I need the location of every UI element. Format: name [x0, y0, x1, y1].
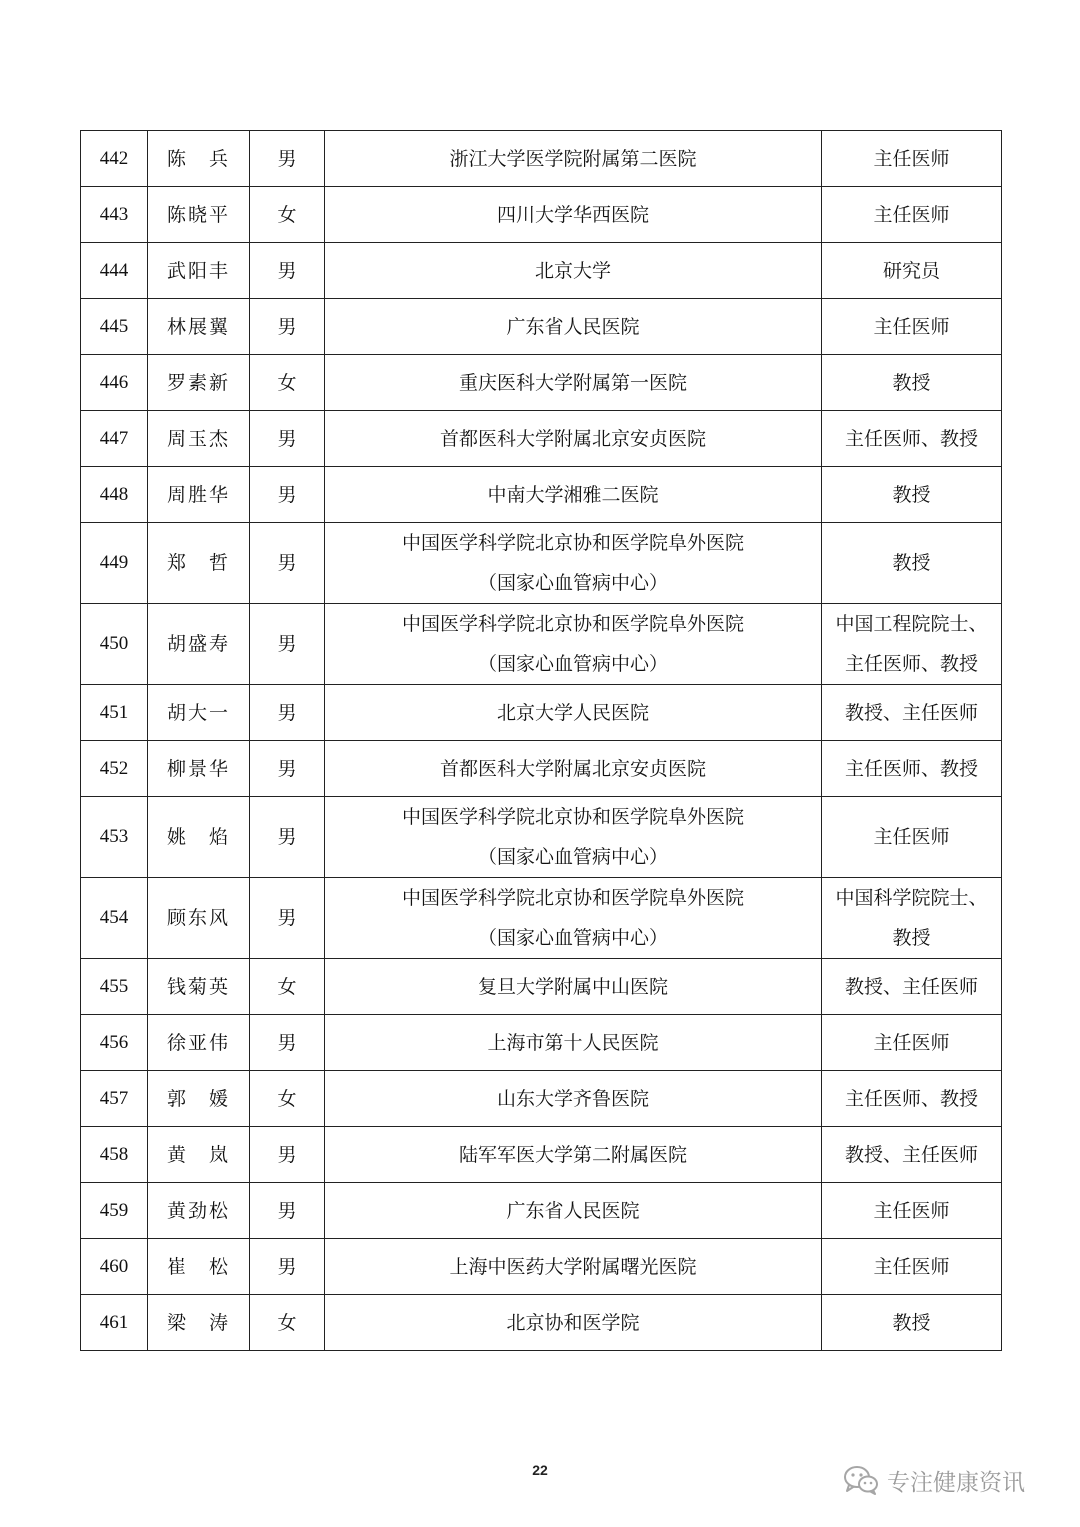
institution-line: 中国医学科学院北京协和医学院阜外医院 [401, 806, 744, 828]
professional-title [822, 878, 1002, 959]
gender: 女 [250, 187, 325, 243]
row-number: 461 [81, 1295, 148, 1351]
institution [325, 1183, 822, 1239]
institution-line: 北京大学 [534, 259, 611, 282]
person-name: 周胜华 [148, 467, 250, 523]
professional-title-line: 主任医师、教授 [844, 653, 978, 675]
institution [325, 959, 822, 1015]
gender: 男 [250, 299, 325, 355]
institution [325, 467, 822, 523]
table-row [81, 1015, 1002, 1071]
professional-title-line: 主任医师 [873, 1199, 950, 1222]
row-number: 457 [81, 1071, 148, 1127]
row-number: 456 [81, 1015, 148, 1071]
table-row [81, 1127, 1002, 1183]
table-row [81, 131, 1002, 187]
professional-title-line: 教授 [892, 1311, 931, 1334]
row-number: 452 [81, 741, 148, 797]
institution [325, 299, 822, 355]
institution-line: （国家心血管病中心） [477, 927, 668, 949]
professional-title [822, 1183, 1002, 1239]
institution-line: 北京协和医学院 [506, 1311, 640, 1334]
gender: 女 [250, 355, 325, 411]
institution [325, 1071, 822, 1127]
person-name: 郑 哲 [148, 523, 250, 604]
institution [325, 604, 822, 685]
table-row [81, 797, 1002, 878]
wechat-icon [843, 1465, 879, 1495]
row-number: 449 [81, 523, 148, 604]
professional-title-line: 教授、主任医师 [844, 975, 978, 998]
professional-title [822, 411, 1002, 467]
person-name: 黄 岚 [148, 1127, 250, 1183]
institution-line: 山东大学齐鲁医院 [496, 1087, 649, 1110]
table-row [81, 878, 1002, 959]
watermark [843, 1463, 1025, 1497]
roster-table [80, 130, 1002, 1351]
institution-line: 四川大学华西医院 [496, 203, 649, 226]
roster-body [81, 131, 1002, 1351]
person-name: 梁 涛 [148, 1295, 250, 1351]
institution-line: 广东省人民医院 [506, 1199, 640, 1222]
table-row [81, 299, 1002, 355]
watermark-text: 专注健康资讯 [887, 1469, 1025, 1496]
institution-line: 首都医科大学附属北京安贞医院 [439, 757, 706, 780]
table-row [81, 741, 1002, 797]
row-number: 446 [81, 355, 148, 411]
gender: 男 [250, 131, 325, 187]
institution [325, 685, 822, 741]
gender: 男 [250, 1183, 325, 1239]
gender: 男 [250, 1015, 325, 1071]
row-number: 447 [81, 411, 148, 467]
row-number: 458 [81, 1127, 148, 1183]
professional-title [822, 187, 1002, 243]
professional-title-line: 教授 [892, 483, 931, 506]
institution [325, 1015, 822, 1071]
gender: 男 [250, 741, 325, 797]
professional-title-line: 教授 [892, 927, 931, 949]
institution-line: 重庆医科大学附属第一医院 [458, 371, 687, 394]
institution-line: 首都医科大学附属北京安贞医院 [439, 427, 706, 450]
professional-title [822, 604, 1002, 685]
institution [325, 1295, 822, 1351]
person-name: 林展翼 [148, 299, 250, 355]
person-name: 黄劲松 [148, 1183, 250, 1239]
institution-line: 上海中医药大学附属曙光医院 [449, 1255, 697, 1278]
person-name: 郭 媛 [148, 1071, 250, 1127]
institution [325, 741, 822, 797]
gender: 女 [250, 1071, 325, 1127]
row-number: 445 [81, 299, 148, 355]
table-row [81, 959, 1002, 1015]
institution [325, 878, 822, 959]
institution-line: （国家心血管病中心） [477, 846, 668, 868]
table-row [81, 355, 1002, 411]
institution-line: 上海市第十人民医院 [487, 1031, 659, 1054]
row-number: 454 [81, 878, 148, 959]
row-number: 448 [81, 467, 148, 523]
table-row [81, 523, 1002, 604]
person-name: 周玉杰 [148, 411, 250, 467]
professional-title-line: 主任医师 [873, 315, 950, 338]
professional-title [822, 523, 1002, 604]
institution-line: 中国医学科学院北京协和医学院阜外医院 [401, 887, 744, 909]
institution [325, 131, 822, 187]
professional-title [822, 1071, 1002, 1127]
professional-title [822, 131, 1002, 187]
institution-line: 陆军军医大学第二附属医院 [458, 1143, 687, 1166]
gender: 男 [250, 523, 325, 604]
table-row [81, 187, 1002, 243]
person-name: 武阳丰 [148, 243, 250, 299]
institution [325, 243, 822, 299]
professional-title [822, 243, 1002, 299]
institution [325, 797, 822, 878]
institution [325, 355, 822, 411]
institution [325, 1127, 822, 1183]
table-row [81, 467, 1002, 523]
professional-title-line: 教授、主任医师 [844, 701, 978, 724]
person-name: 陈晓平 [148, 187, 250, 243]
person-name: 崔 松 [148, 1239, 250, 1295]
institution-line: 中国医学科学院北京协和医学院阜外医院 [401, 613, 744, 635]
professional-title-line: 主任医师 [873, 203, 950, 226]
row-number: 451 [81, 685, 148, 741]
gender: 男 [250, 467, 325, 523]
professional-title-line: 主任医师 [873, 147, 950, 170]
professional-title [822, 1239, 1002, 1295]
person-name: 胡大一 [148, 685, 250, 741]
gender: 男 [250, 604, 325, 685]
row-number: 442 [81, 131, 148, 187]
person-name: 柳景华 [148, 741, 250, 797]
professional-title [822, 355, 1002, 411]
institution-line: （国家心血管病中心） [477, 653, 668, 675]
gender: 男 [250, 411, 325, 467]
professional-title [822, 959, 1002, 1015]
gender: 男 [250, 797, 325, 878]
institution-line: 复旦大学附属中山医院 [477, 975, 668, 998]
institution [325, 523, 822, 604]
row-number: 459 [81, 1183, 148, 1239]
institution-line: 广东省人民医院 [506, 315, 640, 338]
page-number: 22 [532, 1462, 548, 1478]
row-number: 455 [81, 959, 148, 1015]
table-row [81, 604, 1002, 685]
institution [325, 1239, 822, 1295]
gender: 男 [250, 1127, 325, 1183]
professional-title [822, 685, 1002, 741]
row-number: 460 [81, 1239, 148, 1295]
professional-title [822, 299, 1002, 355]
person-name: 罗素新 [148, 355, 250, 411]
professional-title-line: 主任医师、教授 [844, 427, 978, 450]
person-name: 陈 兵 [148, 131, 250, 187]
institution-line: （国家心血管病中心） [477, 572, 668, 594]
professional-title-line: 主任医师 [873, 1255, 950, 1278]
table-row [81, 243, 1002, 299]
person-name: 胡盛寿 [148, 604, 250, 685]
gender: 男 [250, 878, 325, 959]
row-number: 453 [81, 797, 148, 878]
institution-line: 北京大学人民医院 [496, 701, 649, 724]
professional-title-line: 主任医师、教授 [844, 757, 978, 780]
professional-title [822, 1127, 1002, 1183]
table-row [81, 1183, 1002, 1239]
gender: 男 [250, 243, 325, 299]
person-name: 姚 焰 [148, 797, 250, 878]
institution [325, 187, 822, 243]
institution [325, 411, 822, 467]
professional-title-line: 主任医师 [873, 826, 950, 848]
professional-title [822, 1015, 1002, 1071]
row-number: 443 [81, 187, 148, 243]
person-name: 钱菊英 [148, 959, 250, 1015]
professional-title-line: 教授 [892, 552, 931, 574]
professional-title-line: 中国工程院院士、 [835, 613, 988, 635]
professional-title-line: 中国科学院院士、 [835, 887, 988, 909]
gender: 男 [250, 1239, 325, 1295]
professional-title [822, 467, 1002, 523]
table-row [81, 1071, 1002, 1127]
professional-title-line: 教授、主任医师 [844, 1143, 978, 1166]
professional-title [822, 1295, 1002, 1351]
professional-title-line: 教授 [892, 371, 931, 394]
professional-title [822, 741, 1002, 797]
institution-line: 浙江大学医学院附属第二医院 [449, 147, 697, 170]
professional-title-line: 研究员 [882, 259, 940, 282]
table-row [81, 1295, 1002, 1351]
professional-title [822, 797, 1002, 878]
gender: 女 [250, 959, 325, 1015]
table-row [81, 411, 1002, 467]
table-row [81, 685, 1002, 741]
gender: 女 [250, 1295, 325, 1351]
institution-line: 中南大学湘雅二医院 [487, 483, 659, 506]
person-name: 顾东风 [148, 878, 250, 959]
row-number: 450 [81, 604, 148, 685]
person-name: 徐亚伟 [148, 1015, 250, 1071]
table-row [81, 1239, 1002, 1295]
professional-title-line: 主任医师 [873, 1031, 950, 1054]
row-number: 444 [81, 243, 148, 299]
gender: 男 [250, 685, 325, 741]
institution-line: 中国医学科学院北京协和医学院阜外医院 [401, 532, 744, 554]
professional-title-line: 主任医师、教授 [844, 1087, 978, 1110]
